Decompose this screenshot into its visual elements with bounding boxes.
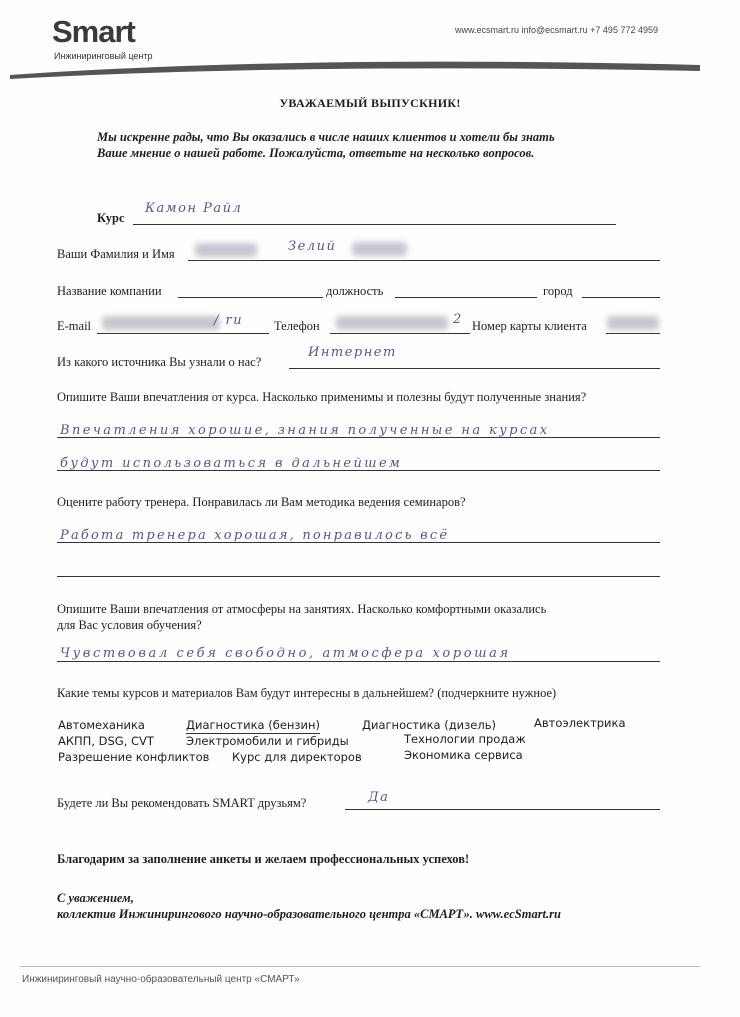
position-line[interactable] [395,297,537,298]
topic-autoelectrics[interactable]: Автоэлектрика [534,716,626,730]
email-value: / ru [214,313,244,328]
header-contacts: www.ecsmart.ru info@ecsmart.ru +7 495 772 4959 [455,25,658,35]
footer-divider [20,966,700,967]
intro-line-1: Мы искренне рады, что Вы оказались в числе наших клиентов и хотели бы знать [97,130,555,144]
topic-akpp-dsg-cvt[interactable]: АКПП, DSG, CVT [58,734,154,748]
source-value: Интернет [308,345,397,360]
topic-sales-tech[interactable]: Технологии продаж [404,732,526,746]
redacted-email [102,316,220,330]
thanks-text: Благодарим за заполнение анкеты и желаем профессиональных успехов! [57,852,470,866]
footer-text: Инжиниринговый научно-образовательный центр «СМАРТ» [22,974,300,985]
question-2: Оцените работу тренера. Понравилась ли Вам методика ведения семинаров? [57,495,466,509]
header-swoosh-graphic [0,55,740,85]
position-label: должность [326,284,384,298]
q3-answer-line[interactable] [57,661,660,662]
regards-line-1: С уважением, [57,891,134,905]
company-label: Название компании [57,284,162,298]
city-line[interactable] [582,297,660,298]
topic-directors-course[interactable]: Курс для директоров [232,750,362,764]
intro-line-2: Ваше мнение о нашей работе. Пожалуйста, ответьте на несколько вопросов. [97,146,535,160]
recommend-label: Будете ли Вы рекомендовать SMART друзьям? [57,796,307,810]
redacted-card [607,316,659,330]
name-line[interactable] [188,260,660,261]
topic-diagnostics-petrol[interactable]: Диагностика (бензин) [186,718,321,732]
question-3-line-2: для Вас условия обучения? [57,618,202,632]
card-line[interactable] [606,333,660,334]
name-label: Ваши Фамилия и Имя [57,247,175,261]
name-value: Зелий [288,239,337,254]
course-label: Курс [97,211,125,225]
regards-text [57,890,561,922]
company-line[interactable] [178,297,323,298]
q1-answer-text-1: Впечатления хорошие, знания полученные на курсах [60,423,550,438]
logo-subtitle: Инжиниринговый центр [54,51,153,61]
q1-answer-text-2: будут использоваться в дальнейшем [60,456,403,471]
redacted-name [352,242,407,256]
course-line[interactable] [133,224,616,225]
recommend-line[interactable] [345,809,660,810]
recommend-value: Да [368,790,390,805]
topic-electric-vehicles[interactable]: Электромобили и гибриды [186,734,349,748]
regards-line-2: коллектив Инжинирингового научно-образовательного центра «СМАРТ». www.ecSmart.ru [57,907,561,921]
question-4: Какие темы курсов и материалов Вам будут интересны в дальнейшем? (подчеркните нужное) [57,686,557,700]
phone-value: 2 [453,312,463,327]
topic-diagnostics-diesel[interactable]: Диагностика (дизель) [362,718,496,732]
source-label: Из какого источника Вы узнали о нас? [57,355,262,369]
redacted-phone [336,316,448,330]
city-label: город [543,284,573,298]
card-label: Номер карты клиента [472,319,587,333]
smart-logo: Smart [52,14,135,49]
q2-answer-text: Работа тренера хорошая, понравилось всё [60,528,450,543]
course-value: Камон Райл [145,201,243,216]
question-1: Опишите Ваши впечатления от курса. Насколько применимы и полезны будут полученные знания? [57,390,587,404]
topic-conflict-resolution[interactable]: Разрешение конфликтов [58,750,210,764]
form-title: УВАЖАЕМЫЙ ВЫПУСКНИК! [279,96,461,110]
q2-answer-line-2[interactable] [57,576,660,577]
email-label: E-mail [57,319,92,333]
source-line[interactable] [289,368,660,369]
q3-answer-text: Чувствовал себя свободно, атмосфера хорошая [60,646,511,661]
intro-text [97,129,555,161]
email-line[interactable] [97,333,269,334]
topic-service-economics[interactable]: Экономика сервиса [404,748,523,762]
phone-line[interactable] [330,333,470,334]
topic-automechanics[interactable]: Автомеханика [58,718,145,732]
question-3-line-1: Опишите Ваши впечатления от атмосферы на занятиях. Насколько комфортными оказались [57,602,547,616]
phone-label: Телефон [274,319,320,333]
redacted-surname [195,243,257,257]
